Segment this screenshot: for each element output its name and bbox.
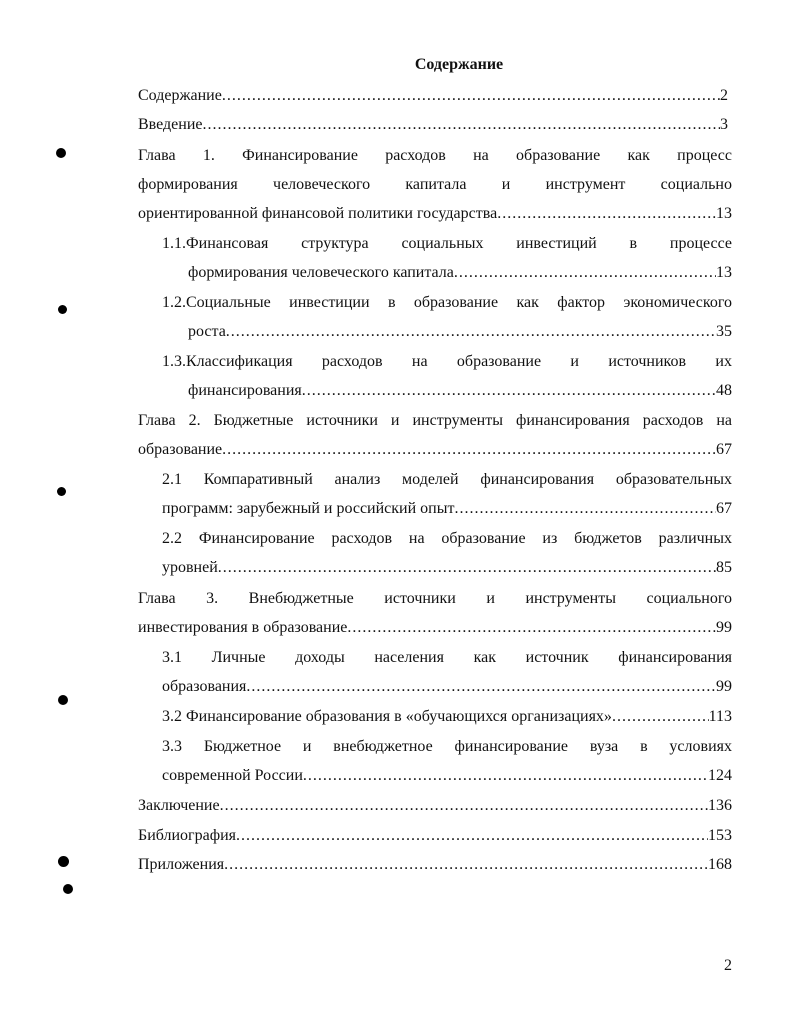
dot-leader: [246, 676, 716, 698]
toc-entry-section-2-1-line-1[interactable]: 2.1 Компаративный анализ моделей финансирования образовательных: [162, 471, 732, 488]
toc-entry-text: Библиография: [138, 827, 236, 844]
dot-leader: [222, 85, 720, 107]
toc-page-number: 3: [720, 116, 728, 133]
toc-entry-text: 3.2 Финансирование образования в «обучающихся организациях»: [162, 708, 612, 725]
toc-page-number: 35: [716, 323, 732, 340]
toc-page-number: 168: [708, 856, 732, 873]
toc-page-number: 48: [716, 382, 732, 399]
dot-leader: [224, 854, 708, 876]
toc-entry-chapter-1-line-2[interactable]: формирования человеческого капитала и инструмент социально: [138, 176, 732, 193]
toc-entry-chapter-1-line-1[interactable]: Глава 1. Финансирование расходов на образование как процесс: [138, 147, 732, 164]
toc-entry-appendices[interactable]: [138, 854, 732, 876]
toc-entry-section-3-1-line-1[interactable]: 3.1 Личные доходы населения как источник финансирования: [162, 649, 732, 666]
dot-leader: [347, 617, 716, 639]
toc-entry-text: уровней: [162, 559, 218, 576]
toc-entry-text: формирования человеческого капитала: [188, 264, 454, 281]
toc-entry-contents[interactable]: [138, 85, 728, 107]
dot-leader: [220, 795, 708, 817]
toc-page-number: 99: [716, 619, 732, 636]
toc-entry-section-2-2-line-2[interactable]: [162, 557, 732, 579]
toc-entry-bibliography[interactable]: [138, 825, 732, 847]
dot-leader: [497, 203, 716, 225]
toc-page-number: 153: [708, 827, 732, 844]
toc-entry-section-2-1-line-2[interactable]: [162, 498, 732, 520]
toc-entry-conclusion[interactable]: [138, 795, 732, 817]
toc-page-number: 124: [708, 767, 732, 784]
toc-entry-section-3-2[interactable]: [162, 706, 732, 728]
toc-entry-text: Приложения: [138, 856, 225, 873]
toc-entry-text: инвестирования в образование: [138, 619, 348, 636]
toc-entry-section-1-1-line-2[interactable]: [188, 262, 732, 284]
dot-leader: [218, 557, 716, 579]
dot-leader: [302, 380, 716, 402]
toc-entry-text: Заключение: [138, 797, 220, 814]
dot-leader: [222, 439, 716, 461]
toc-entry-section-1-2-line-1[interactable]: 1.2.Социальные инвестиции в образование как фактор экономического: [162, 294, 732, 311]
dot-leader: [303, 765, 708, 787]
toc-entry-section-1-3-line-1[interactable]: 1.3.Классификация расходов на образование и источников их: [162, 353, 732, 370]
page-number: 2: [724, 957, 732, 974]
toc-entry-section-3-1-line-2[interactable]: [162, 676, 732, 698]
page-title: Содержание: [414, 56, 504, 73]
dot-leader: [236, 825, 708, 847]
toc-entry-text: роста: [188, 323, 226, 340]
toc-entry-section-2-2-line-1[interactable]: 2.2 Финансирование расходов на образование из бюджетов различных: [162, 530, 732, 547]
dot-leader: [612, 706, 709, 728]
toc-entry-text: программ: зарубежный и российский опыт: [162, 500, 455, 517]
toc-entry-chapter-3-line-2[interactable]: [138, 617, 732, 639]
toc-entry-text: ориентированной финансовой политики государства: [138, 205, 498, 222]
toc-entry-text: Содержание: [138, 87, 222, 104]
punch-hole-mark: [58, 695, 68, 705]
toc-entry-text: Введение: [138, 116, 203, 133]
toc-page-number: 67: [716, 500, 732, 517]
toc-entry-chapter-2-line-1[interactable]: Глава 2. Бюджетные источники и инструменты финансирования расходов на: [138, 412, 732, 429]
toc-entry-text: образования: [162, 678, 247, 695]
punch-hole-mark: [57, 487, 66, 496]
toc-entry-section-3-3-line-1[interactable]: 3.3 Бюджетное и внебюджетное финансирование вуза в условиях: [162, 738, 732, 755]
dot-leader: [203, 114, 721, 136]
toc-page-number: 13: [716, 205, 732, 222]
toc-entry-text: образование: [138, 441, 223, 458]
dot-leader: [454, 262, 716, 284]
toc-entry-section-1-2-line-2[interactable]: [188, 321, 732, 343]
toc-page-number: 113: [708, 708, 732, 725]
punch-hole-mark: [56, 148, 66, 158]
toc-entry-intro[interactable]: [138, 114, 728, 136]
toc-entry-chapter-2-line-2[interactable]: [138, 439, 732, 461]
toc-page-number: 13: [716, 264, 732, 281]
toc-entry-chapter-1-line-3[interactable]: [138, 203, 732, 225]
toc-page-number: 136: [708, 797, 732, 814]
toc-page-number: 85: [716, 559, 732, 576]
dot-leader: [226, 321, 716, 343]
toc-entry-chapter-3-line-1[interactable]: Глава 3. Внебюджетные источники и инструменты социального: [138, 590, 732, 607]
toc-entry-section-1-1-line-1[interactable]: 1.1.Финансовая структура социальных инвестиций в процессе: [162, 235, 732, 252]
toc-page-number: 99: [716, 678, 732, 695]
toc-entry-text: финансирования: [188, 382, 302, 399]
toc-entry-section-3-3-line-2[interactable]: [162, 765, 732, 787]
punch-hole-mark: [58, 856, 69, 867]
dot-leader: [454, 498, 716, 520]
toc-page-number: 2: [720, 87, 728, 104]
punch-hole-mark: [58, 305, 67, 314]
punch-hole-mark: [63, 884, 73, 894]
toc-entry-text: современной России: [162, 767, 303, 784]
toc-page-number: 67: [716, 441, 732, 458]
toc-entry-section-1-3-line-2[interactable]: [188, 380, 732, 402]
